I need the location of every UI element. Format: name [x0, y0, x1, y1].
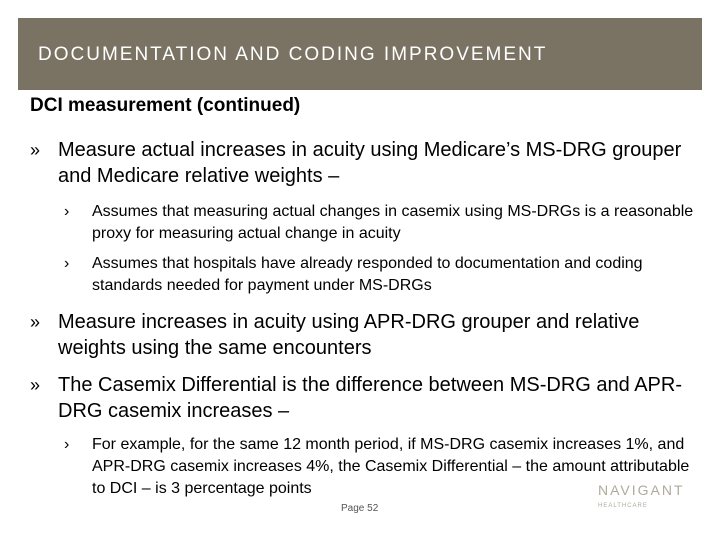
header-title: DOCUMENTATION AND CODING IMPROVEMENT [38, 44, 548, 65]
sub-bullet-item [64, 253, 694, 297]
bullet-item [30, 309, 690, 361]
bullet-item [30, 372, 690, 424]
header-bar [18, 18, 702, 90]
sub-bullet-marker: › [64, 255, 70, 272]
sub-bullet-text: Assumes that hospitals have already responded to documentation and coding standards needed for payment under MS-DRGs [92, 255, 643, 294]
sub-bullet-marker: › [64, 436, 70, 453]
logo-name: NAVIGANT [598, 482, 685, 498]
company-logo [598, 482, 688, 514]
sub-bullet-text: Assumes that measuring actual changes in casemix using MS-DRGs is a reasonable proxy for measuring actual change in acuity [92, 203, 694, 242]
sub-bullet-item [64, 201, 694, 245]
slide-subtitle: DCI measurement (continued) [30, 95, 301, 116]
bullet-text: The Casemix Differential is the difference between MS-DRG and APR-DRG casemix increases – [58, 374, 682, 422]
bullet-marker: » [30, 312, 41, 332]
sub-bullet-marker: › [64, 203, 70, 220]
bullet-marker: » [30, 375, 41, 395]
bullet-text: Measure increases in acuity using APR-DRG grouper and relative weights using the same encounters [58, 311, 640, 359]
page-number: Page 52 [341, 503, 379, 514]
bullet-marker: » [30, 140, 41, 160]
logo-tagline: HEALTHCARE [598, 503, 648, 509]
bullet-text: Measure actual increases in acuity using Medicare’s MS-DRG grouper and Medicare relative weights – [58, 139, 682, 187]
bullet-item [30, 137, 690, 189]
sub-bullet-text: For example, for the same 12 month period, if MS-DRG casemix increases 1%, and APR-DRG casemix increases 4%, the Casemix Differential – the amount attributable to DCI – is 3 percentage points [92, 436, 690, 497]
